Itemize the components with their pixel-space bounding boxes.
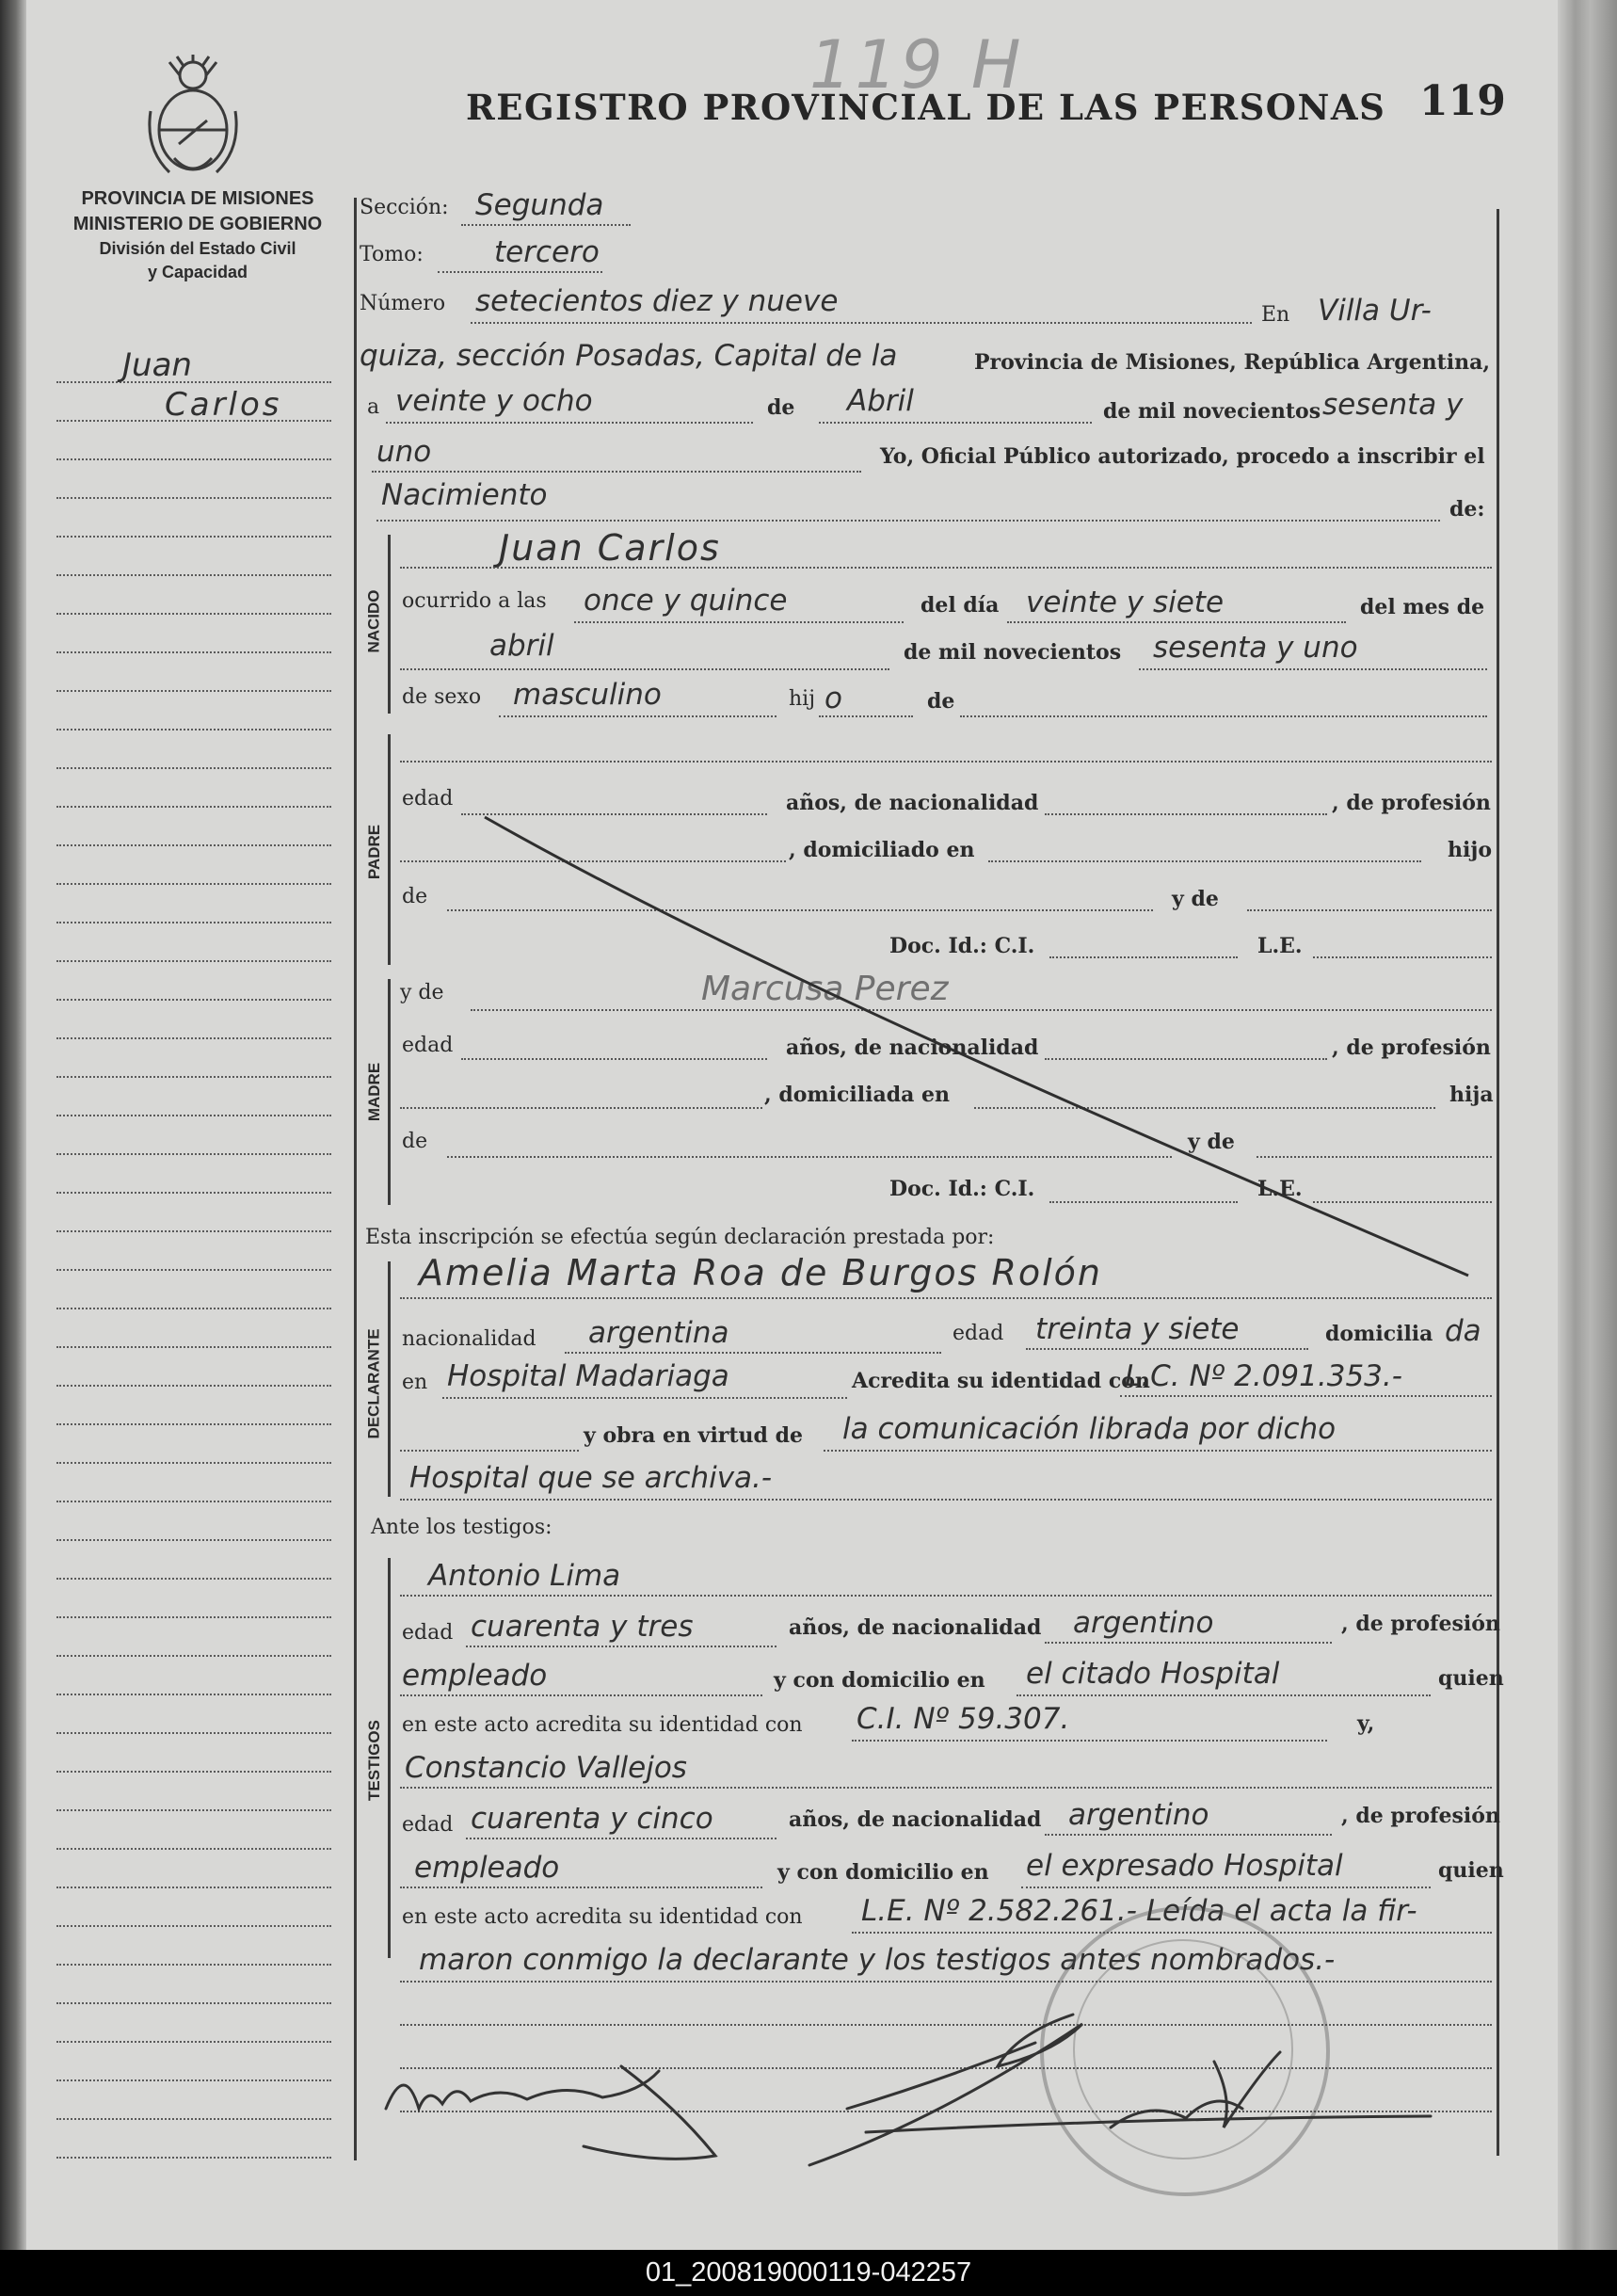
- nacido-dia-value: veinte y siete: [1026, 586, 1225, 619]
- nacido-de-label: de: [927, 689, 955, 714]
- en-value: Villa Ur-: [1318, 294, 1432, 328]
- testigo1-y-label: y,: [1357, 1711, 1375, 1736]
- testigo2-quien-label: quien: [1438, 1858, 1504, 1883]
- fecha-anio-value-cont: uno: [376, 435, 432, 469]
- declarante-nacionalidad-label: nacionalidad: [402, 1327, 536, 1351]
- madre-hija-label: hija: [1449, 1083, 1494, 1107]
- anio-label: de mil novecientos: [1103, 399, 1321, 424]
- tomo-value: tercero: [494, 235, 600, 269]
- testigo1-edad-value: cuarenta y tres: [471, 1610, 694, 1644]
- closing-text: maron conmigo la declarante y los testigos antes nombrados.-: [419, 1943, 1336, 1977]
- testigo1-quien-label: quien: [1438, 1666, 1504, 1691]
- padre-hijo-label: hijo: [1448, 838, 1492, 862]
- madre-le-label: L.E.: [1257, 1177, 1303, 1201]
- declarante-nacionalidad-value: argentina: [588, 1316, 729, 1350]
- padre-edad-label: edad: [402, 787, 454, 811]
- declarante-obra-value: la comunicación librada por dicho: [842, 1412, 1337, 1446]
- scan-filename-footer: 01_200819000119-042257: [0, 2250, 1617, 2296]
- institution-capacity: y Capacidad: [147, 263, 248, 281]
- section-label-nacido: NACIDO: [365, 589, 383, 653]
- fecha-anio-value: sesenta y: [1322, 388, 1464, 422]
- del-mes-label: del mes de: [1360, 595, 1485, 619]
- declarante-en-label: en: [402, 1371, 428, 1394]
- handwritten-folio-annotation: 119 H: [809, 26, 1025, 104]
- margin-name-last: Carlos: [165, 386, 282, 424]
- testigo1-domicilio-label: y con domicilio en: [774, 1668, 985, 1693]
- padre-doc-label: Doc. Id.: C.I.: [889, 934, 1035, 958]
- declarante-domicilia-label: domicilia: [1325, 1322, 1433, 1346]
- nacido-anio-value: sesenta y uno: [1153, 631, 1358, 665]
- testigo2-domicilio-value: el expresado Hospital: [1026, 1849, 1343, 1883]
- ocurrido-label: ocurrido a las: [402, 589, 547, 613]
- testigo1-domicilio-value: el citado Hospital: [1026, 1657, 1280, 1691]
- sexo-label: de sexo: [402, 685, 482, 709]
- section-label-declarante: DECLARANTE: [365, 1328, 384, 1439]
- institution-ministry: MINISTERIO DE GOBIERNO: [72, 214, 323, 234]
- testigo2-profesion-label: , de profesión: [1341, 1804, 1500, 1828]
- seccion-label: Sección:: [360, 196, 449, 219]
- testigo1-nac-value: argentino: [1073, 1606, 1214, 1640]
- madre-anios-nac-label: años, de nacionalidad: [786, 1036, 1039, 1060]
- del-dia-label: del día: [921, 593, 1000, 618]
- fecha-mes-value: Abril: [847, 384, 914, 418]
- declarante-name: Amelia Marta Roa de Burgos Rolón: [419, 1252, 1102, 1293]
- seccion-value: Segunda: [475, 188, 604, 222]
- padre-de-label: de: [402, 885, 428, 908]
- folio-number: 119: [1419, 77, 1506, 125]
- declarante-obra-label: y obra en virtud de: [584, 1423, 803, 1448]
- hijo-label: hij: [789, 687, 816, 711]
- testigo2-doc-value: L.E. Nº 2.582.261.- Leída el acta la fir-: [861, 1894, 1417, 1928]
- padre-le-label: L.E.: [1257, 934, 1303, 958]
- testigo1-prof-value: empleado: [402, 1659, 548, 1693]
- section-label-madre: MADRE: [365, 1062, 383, 1122]
- margin-name-first: Juan: [122, 346, 192, 384]
- testigo2-edad-value: cuarenta y cinco: [471, 1802, 713, 1836]
- declarante-domicilia-value-a: da: [1445, 1314, 1481, 1348]
- a-label: a: [367, 395, 380, 419]
- testigo1-profesion-label: , de profesión: [1341, 1612, 1500, 1636]
- madre-edad-label: edad: [402, 1034, 454, 1057]
- en-label: En: [1261, 303, 1290, 327]
- madre-y-de2-label: y de: [1188, 1130, 1235, 1154]
- madre-doc-label: Doc. Id.: C.I.: [889, 1177, 1035, 1201]
- hora-value: once y quince: [584, 584, 788, 618]
- declarante-doc-value: L.C. Nº 2.091.353.-: [1125, 1359, 1402, 1393]
- declarante-domicilio-value: Hospital Madariaga: [447, 1359, 729, 1393]
- tomo-label: Tomo:: [360, 243, 424, 266]
- testigo1-anios-nac-label: años, de nacionalidad: [789, 1615, 1042, 1640]
- nacido-mes-value: abril: [489, 629, 554, 663]
- hijo-value: o: [825, 682, 842, 715]
- institution-division: División del Estado Civil: [99, 239, 296, 258]
- testigo2-prof-value: empleado: [414, 1851, 560, 1885]
- testigo1-doc-value: C.I. Nº 59.307.: [857, 1702, 1070, 1736]
- testigo1-name: Antonio Lima: [428, 1559, 621, 1593]
- testigo2-edad-label: edad: [402, 1813, 454, 1837]
- institution-province: PROVINCIA DE MISIONES: [81, 188, 314, 209]
- nacido-anio-label: de mil novecientos: [904, 640, 1122, 665]
- madre-domiciliada-label: , domiciliada en: [764, 1083, 951, 1107]
- provincia-text: Provincia de Misiones, República Argentina,: [974, 350, 1491, 375]
- madre-profesion-label: , de profesión: [1332, 1036, 1491, 1060]
- testigo1-acredita-label: en este acto acredita su identidad con: [402, 1713, 803, 1737]
- section-label-padre: PADRE: [365, 824, 383, 880]
- section-label-testigos: TESTIGOS: [365, 1720, 383, 1801]
- testigo2-domicilio-label: y con domicilio en: [777, 1860, 989, 1885]
- de-end-label: de:: [1449, 497, 1485, 522]
- declarante-edad-value: treinta y siete: [1035, 1312, 1240, 1346]
- testigo2-acredita-label: en este acto acredita su identidad con: [402, 1905, 803, 1929]
- declarante-obra-value-cont: Hospital que se archiva.-: [409, 1461, 773, 1495]
- madre-name: Marcusa Perez: [701, 970, 949, 1008]
- sexo-value: masculino: [513, 678, 662, 712]
- testigo2-name: Constancio Vallejos: [405, 1751, 687, 1785]
- numero-label: Número: [360, 292, 446, 315]
- declarante-acredita-label: Acredita su identidad con: [852, 1369, 1150, 1393]
- lugar-value: quiza, sección Posadas, Capital de la: [360, 339, 898, 373]
- madre-y-de-label: y de: [400, 981, 444, 1004]
- padre-y-de-label: y de: [1172, 887, 1219, 911]
- padre-anios-nac-label: años, de nacionalidad: [786, 791, 1039, 815]
- acto-value: Nacimiento: [381, 478, 548, 512]
- testigo2-anios-nac-label: años, de nacionalidad: [789, 1807, 1042, 1832]
- document-title: REGISTRO PROVINCIAL DE LAS PERSONAS: [466, 87, 1386, 128]
- testigos-intro: Ante los testigos:: [371, 1516, 552, 1539]
- padre-profesion-label: , de profesión: [1332, 791, 1491, 815]
- testigo2-nac-value: argentino: [1068, 1798, 1209, 1832]
- madre-de-label: de: [402, 1130, 428, 1153]
- de-label: de: [767, 395, 795, 420]
- testigo1-edad-label: edad: [402, 1621, 454, 1645]
- declaracion-intro: Esta inscripción se efectúa según declaración prestada por:: [365, 1226, 995, 1249]
- oficial-text: Yo, Oficial Público autorizado, procedo a inscribir el: [880, 444, 1485, 469]
- padre-domiciliado-label: , domiciliado en: [789, 838, 975, 862]
- nacido-name: Juan Carlos: [499, 527, 721, 569]
- numero-value: setecientos diez y nueve: [475, 284, 839, 318]
- declarante-edad-label: edad: [953, 1322, 1004, 1345]
- fecha-dia-value: veinte y ocho: [395, 384, 593, 418]
